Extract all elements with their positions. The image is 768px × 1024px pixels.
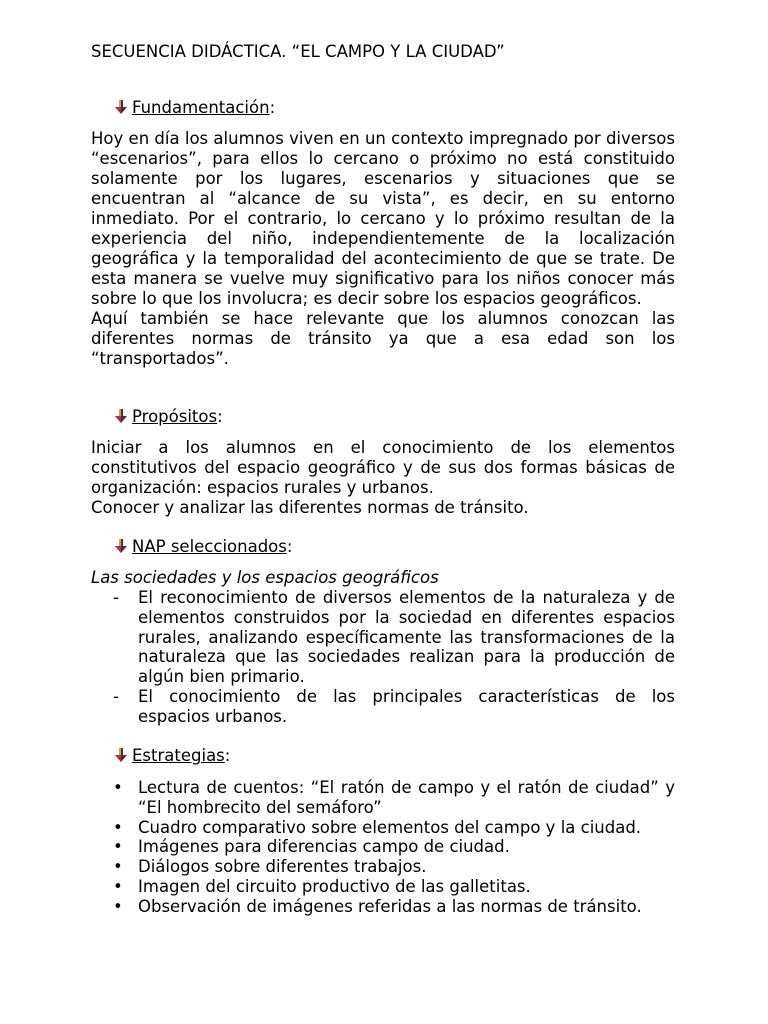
- heading-nap: [113, 537, 292, 557]
- list-marker: •: [113, 876, 123, 896]
- paragraph: Aquí también se hace relevante que los alumnos conozcan las diferentes normas de tránsito ya que a esa edad son los “transportados”.: [91, 309, 675, 368]
- document-title: SECUENCIA DIDÁCTICA. “EL CAMPO Y LA CIUDAD”: [91, 42, 505, 61]
- list-marker: -: [113, 686, 119, 706]
- nap-list: [91, 588, 675, 727]
- down-arrow-bullet-icon: [113, 98, 131, 116]
- nap-subtitle: Las sociedades y los espacios geográficos: [91, 568, 439, 587]
- propositos-body: [91, 438, 675, 518]
- estrategias-list: [91, 778, 675, 917]
- heading-propositos: [113, 407, 223, 427]
- list-marker: •: [113, 896, 123, 916]
- list-item: • Imagen del circuito productivo de las galletitas.: [113, 876, 531, 896]
- paragraph: Hoy en día los alumnos viven en un contexto impregnado por diversos “escenarios”, para ellos lo cercano o próximo no está constituido solamente por los lugares, escenarios y situaciones que se encuentran al “alcance de su vista”, es decir, en su entorno inmediato. Por el contrario, lo cercano y lo próximo resultan de la experiencia del niño, independientemente de la localización geográfica y la temporalidad del acontecimiento de que se trate. De esta manera se vuelve muy significativo para los niños conocer más sobre lo que los involucra; es decir sobre los espacios geográficos.: [91, 129, 675, 308]
- heading-label: Propósitos: [132, 407, 218, 426]
- heading-estrategias: [113, 746, 230, 766]
- paragraph: Iniciar a los alumnos en el conocimiento de los elementos constitutivos del espacio geográfico y de sus dos formas básicas de organización: espacios rurales y urbanos.: [91, 438, 675, 497]
- heading-colon: :: [224, 746, 231, 765]
- down-arrow-bullet-icon: [113, 537, 131, 555]
- list-marker: •: [113, 778, 123, 797]
- fundamentacion-body: [91, 129, 675, 369]
- list-item: • Imágenes para diferencias campo de ciudad.: [113, 837, 510, 857]
- list-item: • Observación de imágenes referidas a las normas de tránsito.: [113, 896, 642, 916]
- list-marker: •: [113, 857, 123, 877]
- heading-colon: :: [217, 407, 223, 426]
- down-arrow-bullet-icon: [113, 746, 131, 764]
- list-item: - El conocimiento de las principales características de los espacios urbanos.: [113, 686, 675, 726]
- list-item: - El reconocimiento de diversos elementos de la naturaleza y de elementos construidos por la sociedad en diferentes espacios rurales, analizando específicamente las transformaciones de la naturaleza que las sociedades realizan para la producción de algún bien primario.: [113, 588, 675, 687]
- list-marker: -: [113, 588, 119, 607]
- list-item: • Cuadro comparativo sobre elementos del campo y la ciudad.: [113, 817, 642, 837]
- down-arrow-bullet-icon: [113, 407, 131, 425]
- list-item: • Lectura de cuentos: “El ratón de campo y el ratón de ciudad” y “El hombrecito del semáforo”: [113, 778, 675, 817]
- heading-fundamentacion: [113, 98, 275, 118]
- list-marker: •: [113, 817, 123, 837]
- heading-label: NAP seleccionados: [132, 537, 287, 556]
- heading-label: Fundamentación: [132, 98, 270, 117]
- paragraph: Conocer y analizar las diferentes normas de tránsito.: [91, 498, 529, 517]
- heading-colon: :: [286, 537, 293, 556]
- heading-label: Estrategias: [132, 746, 225, 765]
- list-item: • Diálogos sobre diferentes trabajos.: [113, 857, 427, 877]
- list-marker: •: [113, 837, 123, 857]
- heading-colon: :: [269, 98, 276, 117]
